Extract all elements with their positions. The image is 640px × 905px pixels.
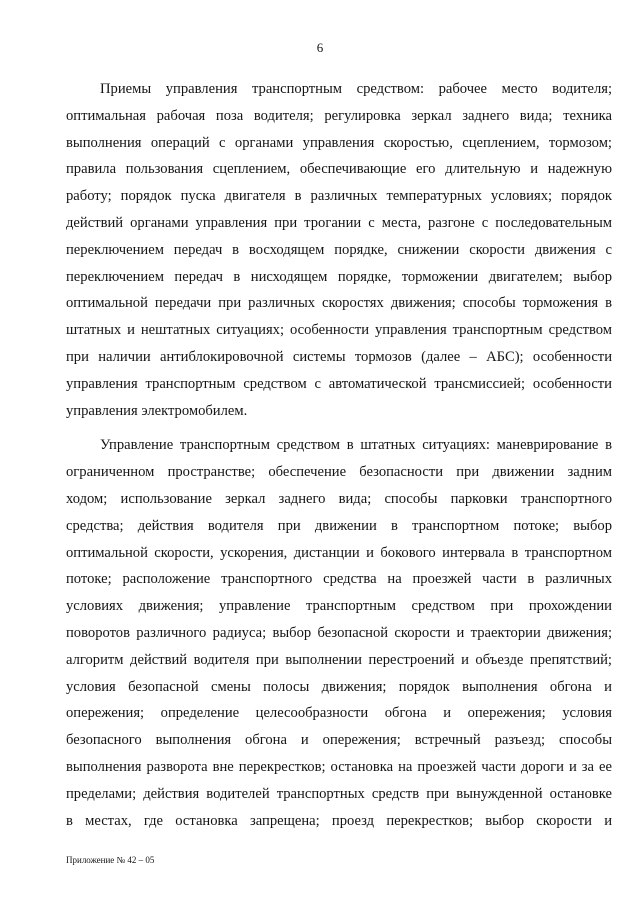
text-line: безопасного выполнения обгона и опережения; встречный разъезд; способы: [66, 732, 612, 749]
text-line: в местах, где остановка запрещена; проезд перекрестков; выбор скорости и: [66, 812, 612, 829]
text-line: при наличии антиблокировочной системы тормозов (далее – АБС); особенности: [66, 348, 612, 365]
page-number: 6: [316, 40, 324, 55]
text-line: штатных и нештатных ситуациях; особенности управления транспортным средством: [66, 322, 612, 339]
text-line: условия безопасной смены полосы движения; порядок выполнения обгона и: [66, 678, 612, 695]
text-line: выполнения разворота вне перекрестков; остановка на проезжей части дороги и за ее: [66, 758, 612, 775]
text-line: управления электромобилем.: [66, 402, 248, 419]
text-line: условиях движения; управление транспортным средством при прохождении: [66, 598, 612, 615]
text-line: работу; порядок пуска двигателя в различных температурных условиях; порядок: [66, 188, 612, 205]
text-line: переключением передач в нисходящем порядке, торможении двигателем; выбор: [66, 268, 612, 285]
paragraph-1: [66, 76, 612, 424]
text-line: средства; действия водителя при движении в транспортном потоке; выбор: [66, 517, 612, 534]
text-line: переключением передач в восходящем порядке, снижении скорости движения с: [66, 241, 612, 258]
text-line: ходом; использование зеркал заднего вида; способы парковки транспортного: [66, 490, 612, 507]
text-line: поворотов различного радиуса; выбор безопасной скорости и траектории движения;: [66, 624, 612, 641]
text-line: управления транспортным средством с автоматической трансмиссией; особенности: [66, 375, 612, 392]
text-line: оптимальной передачи при различных скоростях движения; способы торможения в: [66, 295, 612, 312]
text-line: действий органами управления при трогании с места, разгоне с последовательным: [66, 214, 612, 231]
text-line: Управление транспортным средством в штатных ситуациях: маневрирование в: [100, 437, 612, 454]
text-line: оптимальная рабочая поза водителя; регулировка зеркал заднего вида; техника: [66, 107, 612, 124]
paragraph-gap: [66, 424, 612, 432]
text-line: оптимальной скорости, ускорения, дистанции и бокового интервала в транспортном: [66, 544, 612, 561]
text-line: пределами; действия водителей транспортных средств при вынужденной остановке: [66, 785, 612, 802]
body-text: [66, 76, 612, 834]
text-line: Приемы управления транспортным средством: рабочее место водителя;: [100, 81, 612, 97]
footer-attachment-label: Приложение № 42 – 05: [66, 855, 155, 865]
text-line: ограниченном пространстве; обеспечение безопасности при движении задним: [66, 464, 612, 481]
text-line: опережения; определение целесообразности обгона и опережения; условия: [66, 705, 612, 722]
text-line: правила пользования сцеплением, обеспечивающие его длительную и надежную: [66, 161, 612, 178]
text-line: потоке; расположение транспортного средства на проезжей части в различных: [66, 571, 612, 588]
paragraph-2: [66, 432, 612, 834]
text-line: выполнения операций с органами управления скоростью, сцеплением, тормозом;: [66, 134, 612, 151]
text-line: алгоритм действий водителя при выполнении перестроений и объезде препятствий;: [66, 651, 612, 668]
